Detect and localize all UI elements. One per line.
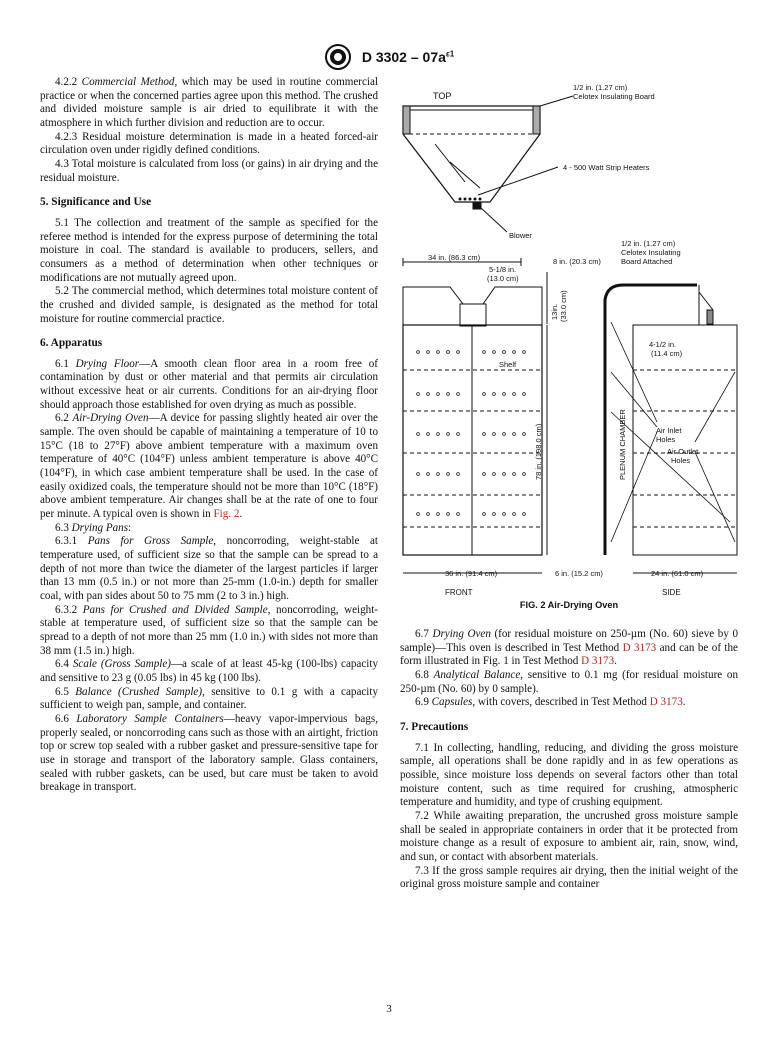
dim-78-label: 78 in. (198.0 cm) <box>534 423 543 480</box>
section-heading-6: 6. Apparatus <box>40 337 103 350</box>
para-6-5: 6.5 Balance (Crushed Sample), sensitive to 0.1 g with a capacity sufficient to weigh pan, sample, and container. <box>40 685 378 712</box>
dim-13-label-2: (33.0 cm) <box>559 290 568 322</box>
para-6-3: 6.3 Drying Pans: <box>55 521 132 534</box>
para-6-2: 6.2 Air-Drying Oven—A device for passing slightly heated air over the sample. The oven should be capable of maintaining a temperature of 10 to 15°C (18 to 27°F) above ambient temperature with a maximum oven temperature of 40°C (104°F) unless ambient temperature is above 40°C (104°F), in which case ambient temperature shall be used. In the case of easily oxidized coals, the temperature should not be more than 10°C (18°F) above ambient temperature. Air changes shall be at the rate of one to four per minute. A typical oven is shown in Fig. 2. <box>40 412 378 521</box>
front-label: FRONT <box>445 588 473 597</box>
dim-4-label-1: 4-1/2 in. <box>649 340 677 349</box>
plenum-chamber-label: PLENUM CHAMBER <box>618 409 627 480</box>
shelf-label: Shelf <box>499 360 517 369</box>
blower-label: Blower <box>509 231 532 240</box>
standard-designation: D $3302 - 07a^{\varepsilon 1}$ <box>361 49 455 65</box>
para-7-1: 7.1 In collecting, handling, reducing, and dividing the gross moisture sample, all operations shall be done rapidly and in as few operations as possible, since moisture loss depends on several factors other than total moisture content, such as time required for crushing, atmospheric temperature and humidity, and type of crushing equipment. <box>400 741 738 809</box>
d3173-link-3[interactable]: D 3173 <box>649 696 683 709</box>
fig2-link[interactable]: Fig. 2 <box>213 508 240 521</box>
para-6-3-1: 6.3.1 Pans for Gross Sample, noncorroding, weight-stable at temperature used, of sufficient size so that the sample can be spread to a depth of not more than twice the diameter of the largest particles if larger than 13 mm (0.5 in.) or not more than 25-mm (1.0-in.) depth for smaller coal, with pan sides about 50 to 75 mm (2 to 3 in.) high. <box>40 535 378 602</box>
board2-label-3: Board Attached <box>621 257 673 266</box>
board2-label-2: Celotex Insulating <box>621 248 681 257</box>
outlet-label-2: Holes <box>671 456 691 465</box>
para-7-2: 7.2 While awaiting preparation, the uncrushed gross moisture sample shall be sealed in appropriate containers in order that it be protected from moisture change as a result of exposure to ambient air, rain, snow, wind, and sun, or contact with absorbent materials. <box>400 809 738 863</box>
dim-24-label: 24 in. (61.0 cm) <box>651 569 704 578</box>
para-6-6: 6.6 Laboratory Sample Containers—heavy vapor-impervious bags, properly sealed, or noncorroding cans such as those with an airtight, friction top or screw top sealed with a rubber gasket and pressure-sensitive tape for use in storage and transport of the laboratory sample. Glass containers, sealed with rubber gaskets, can be used, but care must be taken to avoid breakage in transport. <box>40 712 378 794</box>
inlet-label-1: Air Inlet <box>656 426 682 435</box>
para-4-3: 4.3 Total moisture is calculated from loss (or gains) in air drying and the residual moisture. <box>40 157 378 184</box>
dim-5-label-1: 5-1/8 in. <box>489 265 517 274</box>
side-label: SIDE <box>662 588 681 597</box>
para-6-1: 6.1 Drying Floor—A smooth clean floor area in a room free of contamination by dust or other material and that permits air circulation without excessive heat or air currents. Conditions for an air-drying floor should approach those established for oven drying as much as possible. <box>40 357 378 411</box>
inlet-label-2: Holes <box>656 435 676 444</box>
left-column <box>40 76 378 795</box>
page-number: 3 <box>386 1003 392 1015</box>
para-6-8: 6.8 Analytical Balance, sensitive to 0.1 mg (for residual moisture on 250-µm (No. 60) by 0 sample). <box>400 668 739 695</box>
figure-caption: FIG. 2 Air-Drying Oven <box>519 600 619 610</box>
dim-6-label: 6 in. (15.2 cm) <box>555 569 603 578</box>
dim-8-label: 8 in. (20.3 cm) <box>553 257 601 266</box>
astm-logo-icon <box>324 43 352 71</box>
para-4-2-2: 4.2.2 Commercial Method, which may be used in routine commercial practice or when the concerned parties agree upon this method. The crushed and divided moisture sample is air dried to equilibrate it with the atmosphere in which further division and reduction are to occur. <box>40 76 378 129</box>
d3173-link-1[interactable]: D 3173 <box>622 641 657 654</box>
board2-label-1: 1/2 in. (1.27 cm) <box>621 239 676 248</box>
section-heading-7: 7. Precautions <box>400 720 469 733</box>
dim-34-label: 34 in. (86.3 cm) <box>428 253 481 262</box>
para-6-4: 6.4 Scale (Gross Sample)—a scale of at least 45-kg (100-lbs) capacity and sensitive to 23 g (0.05 lbs) in 45 kg (100 lbs). <box>40 658 378 684</box>
section-heading-5: 5. Significance and Use <box>40 196 152 209</box>
para-5-2: 5.2 The commercial method, which determines total moisture content of the crushed and divided sample, is designated as the method for total moisture for routine commercial practice. <box>40 285 378 325</box>
para-5-1: 5.1 The collection and treatment of the sample as specified for the referee method is intended for the express purpose of determining the total moisture in coal. The standard is available to producers, sellers, and consumers as a method of determination when other techniques or modifications are not mutually agreed upon. <box>40 216 378 284</box>
page-header <box>0 43 778 71</box>
dim-13-label-1: 13in. <box>550 303 559 320</box>
para-4-2-3: 4.2.3 Residual moisture determination is made in a heated forced-air circulation oven under rigidly defined conditions. <box>40 130 378 157</box>
heaters-label: 4 - 500 Watt Strip Heaters <box>563 163 650 172</box>
para-7-3: 7.3 If the gross sample requires air drying, then the initial weight of the original gross moisture sample and container <box>400 864 738 891</box>
top-label: TOP <box>433 91 452 101</box>
para-6-7: 6.7 Drying Oven (for residual moisture on 250-µm (No. 60) sieve by 0 sample)—This oven is described in Test Method D 3173 and can be of the form illustrated in Fig. 1 in Test Method D 3173. <box>400 628 738 668</box>
right-column <box>400 628 738 892</box>
para-6-9: 6.9 Capsules, with covers, described in Test Method D 3173. <box>415 696 686 709</box>
para-6-3-2: 6.3.2 Pans for Crushed and Divided Sample, noncorroding, weight-stable at temperature used, of sufficient size so that the sample can be spread to a depth of not more than 25 mm (1.0 in.) with sides not more than 38 mm (1.5 in.) high. <box>40 603 378 657</box>
outlet-label-1: Air Outlet <box>667 447 699 456</box>
dim-36-label: 36 in. (91.4 cm) <box>445 569 498 578</box>
dim-4-label-2: (11.4 cm) <box>651 349 683 358</box>
d3173-link-2[interactable]: D 3173 <box>581 655 615 668</box>
air-drying-oven-figure <box>395 82 745 612</box>
board-label-2: Celotex Insulating Board <box>573 92 655 101</box>
board-label-1: 1/2 in. (1.27 cm) <box>573 83 628 92</box>
dim-5-label-2: (13.0 cm) <box>487 274 519 283</box>
